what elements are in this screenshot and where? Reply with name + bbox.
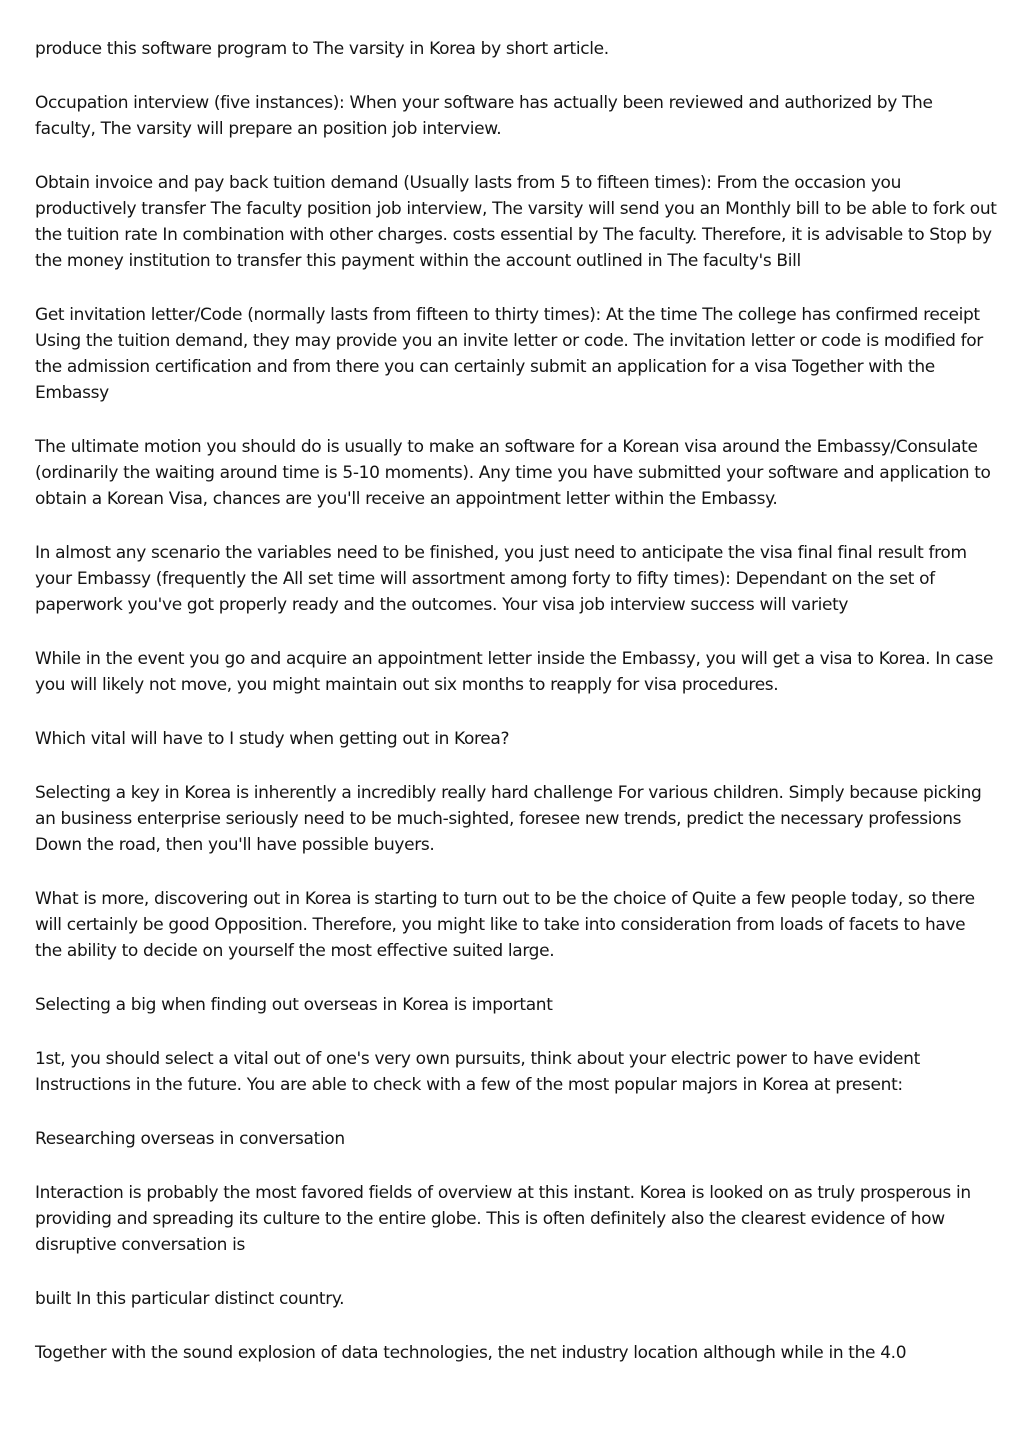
paragraph: Get invitation letter/Code (normally lasts from fifteen to thirty times): At the time The college has confirmed receipt Using the tuition demand, they may provide you an invite letter or code. The invitation letter or code is modified for the admission certification and from there you can certainly submit an application for a visa Together with the Embassy [35, 305, 983, 403]
paragraph: While in the event you go and acquire an appointment letter inside the Embassy, you will get a visa to Korea. In case you will likely not move, you might maintain out six months to reapply for visa procedures. [35, 649, 994, 695]
paragraph: What is more, discovering out in Korea is starting to turn out to be the choice of Quite a few people today, so there will certainly be good Opposition. Therefore, you might like to take into consideration from loads of facets to have the ability to decide on yourself the most effective suited large. [35, 889, 975, 961]
paragraph: Selecting a big when finding out overseas in Korea is important [35, 995, 553, 1015]
paragraph: Which vital will have to I study when getting out in Korea? [35, 729, 510, 749]
paragraph: Researching overseas in conversation [35, 1129, 345, 1149]
paragraph: 1st, you should select a vital out of one's very own pursuits, think about your electric power to have evident Instructions in the future. You are able to check with a few of the most popular majors in Korea at present: [35, 1049, 920, 1095]
paragraph: Occupation interview (five instances): When your software has actually been reviewed and authorized by The faculty, The varsity will prepare an position job interview. [35, 93, 933, 139]
paragraph: Interaction is probably the most favored fields of overview at this instant. Korea is looked on as truly prosperous in providing and spreading its culture to the entire globe. This is often definitely also the clearest evidence of how disruptive conversation is [35, 1183, 971, 1255]
paragraph: produce this software program to The varsity in Korea by short article. [35, 39, 609, 59]
document-body [35, 36, 997, 1394]
paragraph: The ultimate motion you should do is usually to make an software for a Korean visa around the Embassy/Consulate (ordinarily the waiting around time is 5-10 moments). Any time you have submitted your software and application to obtain a Korean Visa, chances are you'll receive an appointment letter within the Embassy. [35, 437, 991, 509]
paragraph: Together with the sound explosion of data technologies, the net industry location although while in the 4.0 [35, 1343, 907, 1363]
paragraph: Selecting a key in Korea is inherently a incredibly really hard challenge For various children. Simply because picking an business enterprise seriously need to be much-sighted, foresee new trends, predict the necessary professions Down the road, then you'll have possible buyers. [35, 783, 982, 855]
paragraph: In almost any scenario the variables need to be finished, you just need to anticipate the visa final final result from your Embassy (frequently the All set time will assortment among forty to fifty times): Dependant on the set of paperwork you've got properly ready and the outcomes. Your visa job interview success will variety [35, 543, 967, 615]
paragraph: Obtain invoice and pay back tuition demand (Usually lasts from 5 to fifteen times): From the occasion you productively transfer The faculty position job interview, The varsity will send you an Monthly bill to be able to fork out the tuition rate In combination with other charges. costs essential by The faculty. Therefore, it is advisable to Stop by the money institution to transfer this payment within the account outlined in The faculty's Bill [35, 173, 997, 271]
paragraph: built In this particular distinct country. [35, 1289, 345, 1309]
